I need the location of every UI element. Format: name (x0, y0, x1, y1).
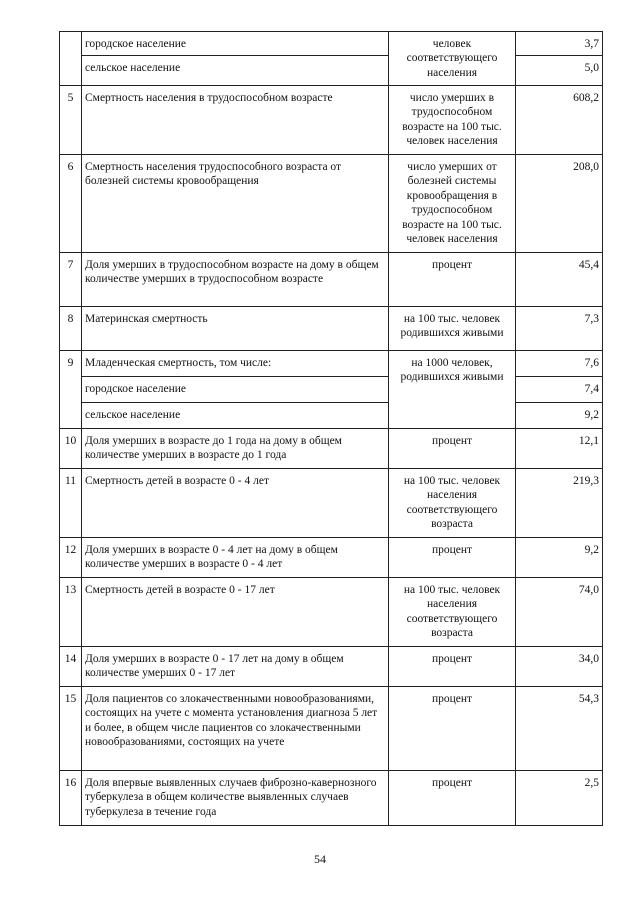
unit-of-measure: на 1000 человек, родившихся живыми (389, 351, 516, 429)
indicator-name: Доля умерших в возрасте до 1 года на дому в общем количестве умерших в возрасте до 1 года (82, 429, 389, 469)
indicator-name: Смертность детей в возрасте 0 - 4 лет (82, 469, 389, 538)
row-number: 5 (60, 86, 82, 155)
table-row (60, 155, 603, 253)
indicator-value: 7,6 (516, 351, 603, 377)
indicator-name: Младенческая смертность, том числе: (82, 351, 389, 377)
unit-of-measure: число умерших в трудоспособном возрасте на 100 тыс. человек населения (389, 86, 516, 155)
row-number: 12 (60, 538, 82, 578)
indicator-name: Смертность населения в трудоспособном возрасте (82, 86, 389, 155)
unit-of-measure: на 100 тыс. человек населения соответствующего возраста (389, 578, 516, 647)
table-row (60, 253, 603, 307)
indicator-name: Доля пациентов со злокачественными новообразованиями, состоящих на учете с момента установления диагноза 5 лет и более, в общем числе пациентов со злокачественными новообразованиями, состоящих на учете (82, 687, 389, 771)
unit-of-measure: процент (389, 429, 516, 469)
table-row (60, 538, 603, 578)
indicator-value: 34,0 (516, 647, 603, 687)
row-number: 8 (60, 307, 82, 351)
table-row (60, 647, 603, 687)
table-row (60, 377, 603, 403)
indicator-name: Смертность детей в возрасте 0 - 17 лет (82, 578, 389, 647)
unit-of-measure: процент (389, 538, 516, 578)
indicator-name: Материнская смертность (82, 307, 389, 351)
indicator-value: 208,0 (516, 155, 603, 253)
table-row (60, 429, 603, 469)
table-row (60, 351, 603, 377)
indicator-value: 9,2 (516, 538, 603, 578)
unit-of-measure: процент (389, 771, 516, 826)
table-row (60, 469, 603, 538)
table-row (60, 56, 603, 86)
indicator-name: сельское население (82, 403, 389, 429)
indicator-value: 7,3 (516, 307, 603, 351)
indicator-value: 7,4 (516, 377, 603, 403)
indicator-name: городское население (82, 32, 389, 56)
table-row (60, 32, 603, 56)
table-row (60, 86, 603, 155)
indicator-value: 45,4 (516, 253, 603, 307)
indicator-value: 219,3 (516, 469, 603, 538)
indicator-name: Доля умерших в трудоспособном возрасте на дому в общем количестве умерших в трудоспособном возрасте (82, 253, 389, 307)
page-number: 54 (314, 852, 326, 866)
indicator-name: Доля впервые выявленных случаев фиброзно-кавернозного туберкулеза в общем количестве выявленных случаев туберкулеза в течение года (82, 771, 389, 826)
unit-of-measure: число умерших от болезней системы кровообращения в трудоспособном возрасте на 100 тыс. человек населения (389, 155, 516, 253)
row-number (60, 32, 82, 86)
indicator-name: Доля умерших в возрасте 0 - 17 лет на дому в общем количестве умерших 0 - 17 лет (82, 647, 389, 687)
indicator-name: Доля умерших в возрасте 0 - 4 лет на дому в общем количестве умерших в возрасте 0 - 4 лет (82, 538, 389, 578)
unit-of-measure: человек соответствующего населения (389, 32, 516, 86)
table-row (60, 687, 603, 771)
table-row (60, 307, 603, 351)
indicator-value: 5,0 (516, 56, 603, 86)
unit-of-measure: процент (389, 647, 516, 687)
row-number: 13 (60, 578, 82, 647)
unit-of-measure: на 100 тыс. человек населения соответствующего возраста (389, 469, 516, 538)
unit-of-measure: процент (389, 253, 516, 307)
indicator-name: Смертность населения трудоспособного возраста от болезней системы кровообращения (82, 155, 389, 253)
table-row (60, 403, 603, 429)
indicator-name: сельское население (82, 56, 389, 86)
row-number: 15 (60, 687, 82, 771)
indicators-table (59, 31, 603, 826)
table-row (60, 578, 603, 647)
row-number: 9 (60, 351, 82, 429)
indicator-value: 9,2 (516, 403, 603, 429)
unit-of-measure: процент (389, 687, 516, 771)
indicator-name: городское население (82, 377, 389, 403)
row-number: 7 (60, 253, 82, 307)
row-number: 11 (60, 469, 82, 538)
indicator-value: 74,0 (516, 578, 603, 647)
indicator-value: 2,5 (516, 771, 603, 826)
row-number: 16 (60, 771, 82, 826)
unit-of-measure: на 100 тыс. человек родившихся живыми (389, 307, 516, 351)
row-number: 10 (60, 429, 82, 469)
row-number: 14 (60, 647, 82, 687)
indicator-value: 3,7 (516, 32, 603, 56)
table-row (60, 771, 603, 826)
indicator-value: 12,1 (516, 429, 603, 469)
indicator-value: 54,3 (516, 687, 603, 771)
indicator-value: 608,2 (516, 86, 603, 155)
row-number: 6 (60, 155, 82, 253)
